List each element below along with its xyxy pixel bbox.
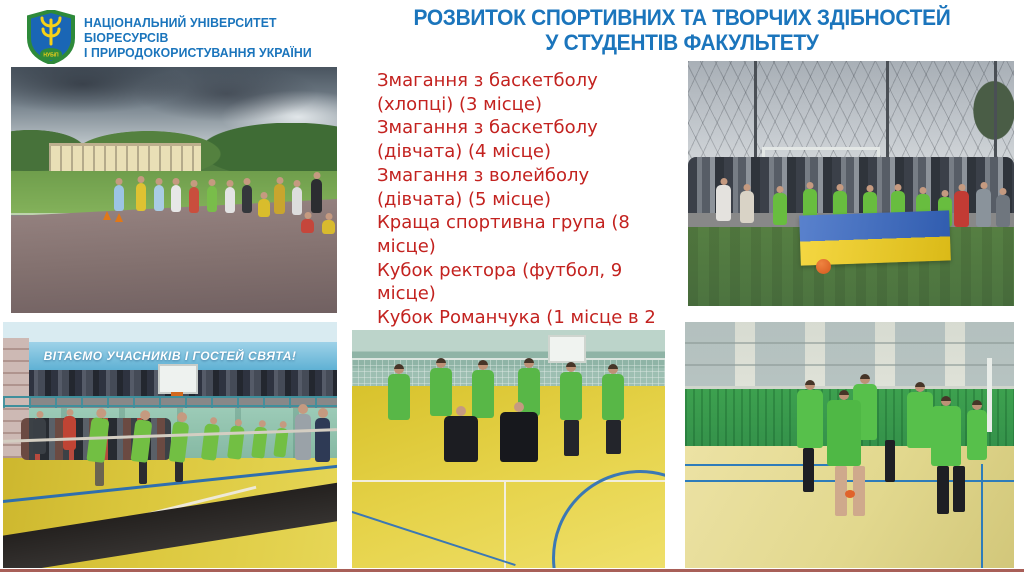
spectator (295, 414, 311, 460)
achievement-line: (дівчата) (4 місце) (377, 141, 552, 163)
traffic-cone (115, 213, 123, 222)
team-player (472, 370, 494, 418)
legs (803, 448, 814, 492)
university-name-line2: І ПРИРОДОКОРИСТУВАННЯ УКРАЇНИ (84, 46, 312, 60)
legs (953, 466, 965, 512)
basketball-backboard (548, 335, 586, 363)
team-player (388, 374, 410, 420)
achievement-line: Змагання з баскетболу (377, 117, 598, 139)
person-figure (154, 185, 164, 211)
team-player (430, 368, 452, 416)
person-figure (311, 179, 322, 213)
logo-banner-text: НУБіП (43, 52, 59, 59)
spectator (33, 418, 46, 454)
net-post (987, 358, 992, 432)
legs (606, 420, 621, 454)
legs (95, 460, 104, 486)
legs (885, 440, 895, 482)
photo-tug-of-war-gym (3, 322, 337, 568)
person-figure (996, 195, 1010, 227)
huddle-player-back (827, 400, 861, 466)
achievement-line: Кубок ректора (футбол, 9 (377, 259, 623, 281)
university-name (84, 16, 349, 61)
orange-glove (845, 490, 855, 498)
photo-football-team-ukrainian-flag (688, 61, 1014, 306)
huddle-player (907, 392, 933, 448)
person-figure (773, 193, 787, 225)
achievement-line: місце) (377, 235, 436, 257)
achievements-list (377, 69, 689, 330)
person-figure (976, 189, 991, 227)
person-figure (189, 187, 199, 213)
court-line (981, 464, 983, 568)
huddle-player (967, 410, 987, 460)
achievement-line: Краща спортивна група (8 (377, 212, 630, 234)
kneeling-player (500, 412, 538, 462)
huddle-player (931, 406, 961, 466)
photo-volleyball-team-group (352, 330, 665, 568)
slide-title-line1: РОЗВИТОК СПОРТИВНИХ ТА ТВОРЧИХ ЗДІБНОСТЕЙ (413, 5, 951, 30)
balcony-railing (3, 396, 337, 408)
spectator (315, 418, 330, 462)
achievement-line: Змагання з волейболу (377, 164, 590, 186)
gym-banner-text: ВІТАЄМО УЧАСНИКІВ І ГОСТЕЙ СВЯТА! (43, 349, 297, 363)
person-figure (292, 187, 302, 215)
person-figure (716, 185, 731, 221)
legs (937, 466, 949, 514)
person-figure (171, 185, 181, 212)
person-figure (740, 191, 754, 223)
person-figure (954, 191, 969, 227)
tree (960, 69, 1014, 161)
running-track (11, 197, 337, 313)
university-name-line1: НАЦІОНАЛЬНИЙ УНІВЕРСИТЕТ БІОРЕСУРСІВ (84, 16, 277, 45)
ukrainian-flag (799, 210, 951, 265)
building (49, 143, 201, 172)
person-figure (322, 220, 335, 234)
legs (564, 420, 579, 456)
legs (139, 460, 147, 484)
spectator (63, 416, 76, 450)
legs (853, 466, 865, 516)
traffic-cone (103, 211, 111, 220)
kneeling-player (444, 416, 478, 462)
football-ball (816, 259, 831, 274)
person-figure (114, 185, 124, 211)
basketball-hoop (171, 392, 183, 396)
achievement-line: Змагання з баскетболу (377, 70, 598, 91)
court-line (504, 480, 506, 568)
person-figure (258, 199, 270, 217)
team-player (602, 374, 624, 420)
person-figure (136, 183, 146, 211)
photo-outdoor-track-lineup (11, 67, 337, 313)
huddle-player (797, 390, 823, 448)
achievement-line: місце) (377, 283, 436, 305)
achievement-line: (дівчата) (5 місце) (377, 188, 552, 210)
person-figure (301, 219, 314, 233)
person-figure (225, 187, 235, 213)
person-figure (274, 184, 285, 214)
achievement-line: (хлопці) (3 місце) (377, 93, 542, 115)
basketball-backboard (158, 364, 198, 394)
slide-title (361, 5, 1003, 55)
photo-players-huddle (685, 322, 1014, 568)
person-figure (242, 185, 252, 213)
person-figure (207, 186, 217, 212)
bottom-accent-line (0, 569, 1024, 572)
team-player (560, 372, 582, 420)
university-logo-icon (26, 10, 76, 64)
achievement-line: Кубок Романчука (1 місце в 2 (377, 307, 656, 329)
window-frames (685, 342, 1014, 368)
slide-title-line2: У СТУДЕНТІВ ФАКУЛЬТЕТУ (545, 30, 819, 55)
legs (175, 460, 183, 482)
